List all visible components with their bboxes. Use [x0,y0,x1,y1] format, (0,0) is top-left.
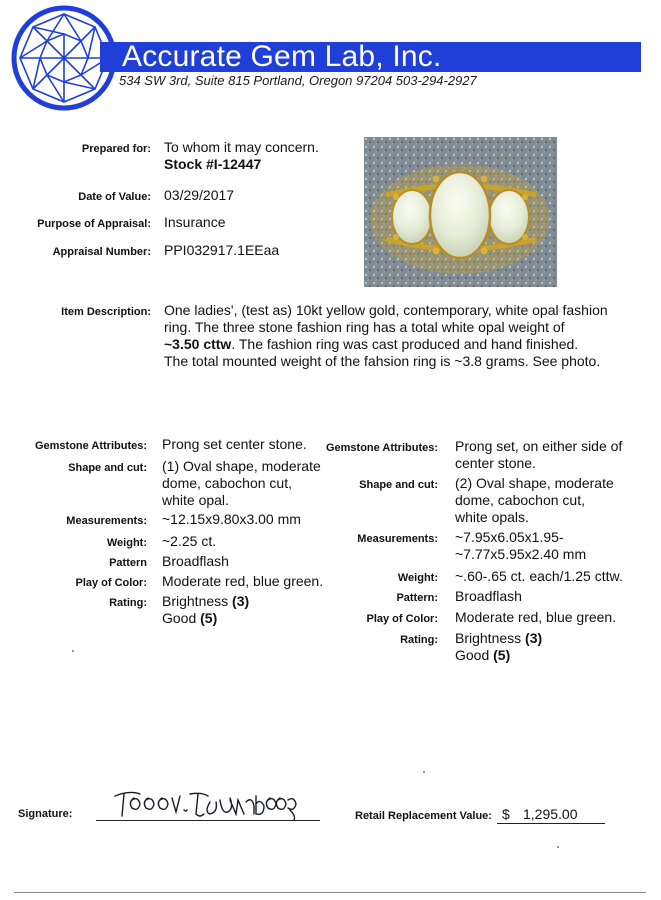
item-description-line-3 [164,336,578,353]
appraisal-number-label: Appraisal Number: [52,246,151,258]
left-rating-label: Rating: [109,597,147,609]
right-play-of-color-label: Play of Color: [366,613,438,625]
right-rating-good-text: Good [455,647,494,663]
left-weight-value: ~2.25 ct. [162,533,217,549]
right-measurements-line-2: ~7.77x5.95x2.40 mm [455,546,587,562]
purpose-value: Insurance [164,214,226,230]
item-description-line-3-rest: . The fashion ring was cast produced and hand finished. [231,336,579,352]
left-rating-brightness [162,593,249,610]
left-weight-label: Weight: [106,537,147,549]
left-shape-line-3: white opal. [162,492,229,508]
handwritten-signature [110,786,300,822]
right-rating-label: Rating: [400,634,438,646]
stock-number: Stock #I-12447 [164,156,262,172]
ring-photo [364,137,557,287]
retail-value-line [497,823,605,824]
right-play-of-color-value: Moderate red, blue green. [455,609,617,625]
left-rating-brightness-number: (3) [232,593,250,609]
right-measurements-line-1: ~7.95x6.05x1.95- [455,529,564,545]
right-measurements-label: Measurements: [357,533,438,545]
date-label: Date of Value: [78,191,151,203]
scan-speck [423,771,425,773]
left-rating-good-text: Good [162,610,201,626]
left-measurements-label: Measurements: [66,515,147,527]
left-shape-line-2: dome, cabochon cut, [162,475,292,491]
purpose-label: Purpose of Appraisal: [37,218,151,230]
item-description-line-4: The total mounted weight of the fahsion ring is ~3.8 grams. See photo. [164,353,601,369]
left-play-of-color-label: Play of Color: [75,577,147,589]
right-pattern-label: Pattern: [396,592,438,604]
right-shape-label: Shape and cut: [359,479,438,491]
left-shape-line-1: (1) Oval shape, moderate [162,458,321,474]
prepared-for-value: To whom it may concern. [164,139,319,155]
scan-speck [557,846,559,848]
right-rating-good-number: (5) [493,647,511,663]
signature-line [96,820,320,821]
left-attributes-value: Prong set center stone. [162,436,307,452]
right-weight-label: Weight: [397,572,438,584]
left-measurements-value: ~12.15x9.80x3.00 mm [162,511,301,527]
right-shape-line-1: (2) Oval shape, moderate [455,475,614,491]
signature-label: Signature: [18,808,73,820]
left-rating-good [162,610,217,627]
right-rating-brightness-text: Brightness [455,630,526,646]
right-rating-brightness [455,630,542,647]
company-address: 534 SW 3rd, Suite 815 Portland, Oregon 97204 503-294-2927 [119,73,477,88]
date-value: 03/29/2017 [164,187,235,203]
right-pattern-value: Broadflash [455,588,522,604]
right-attributes-line-1: Prong set, on either side of [455,438,623,454]
left-play-of-color-value: Moderate red, blue green. [162,573,324,589]
right-attributes-line-2: center stone. [455,455,536,471]
right-rating-brightness-number: (3) [525,630,543,646]
right-weight-value: ~.60-.65 ct. each/1.25 cttw. [455,568,623,584]
scan-speck [72,650,74,652]
currency-symbol: $ [502,806,510,822]
right-shape-line-3: white opals. [455,509,529,525]
item-description-label: Item Description: [61,306,151,318]
left-rating-good-number: (5) [200,610,218,626]
left-pattern-label: Pattern [109,557,147,569]
item-description-line-1: One ladies', (test as) 10kt yellow gold, contemporary, white opal fashion [164,302,608,318]
total-weight: ~3.50 cttw [164,336,232,352]
left-rating-brightness-text: Brightness [162,593,233,609]
right-shape-line-2: dome, cabochon cut, [455,492,585,508]
right-rating-good [455,647,510,664]
left-pattern-value: Broadflash [162,553,229,569]
retail-value: 1,295.00 [523,806,578,822]
company-name: Accurate Gem Lab, Inc. [122,40,442,73]
retail-value-label: Retail Replacement Value: [355,810,492,822]
left-shape-label: Shape and cut: [68,462,147,474]
bottom-rule [14,892,646,893]
item-description-line-2: ring. The three stone fashion ring has a total white opal weight of [164,319,565,335]
right-attributes-label: Gemstone Attributes: [325,442,438,454]
appraisal-number-value: PPI032917.1EEaa [164,242,280,258]
prepared-for-label: Prepared for: [81,143,151,155]
left-attributes-label: Gemstone Attributes: [34,440,147,452]
